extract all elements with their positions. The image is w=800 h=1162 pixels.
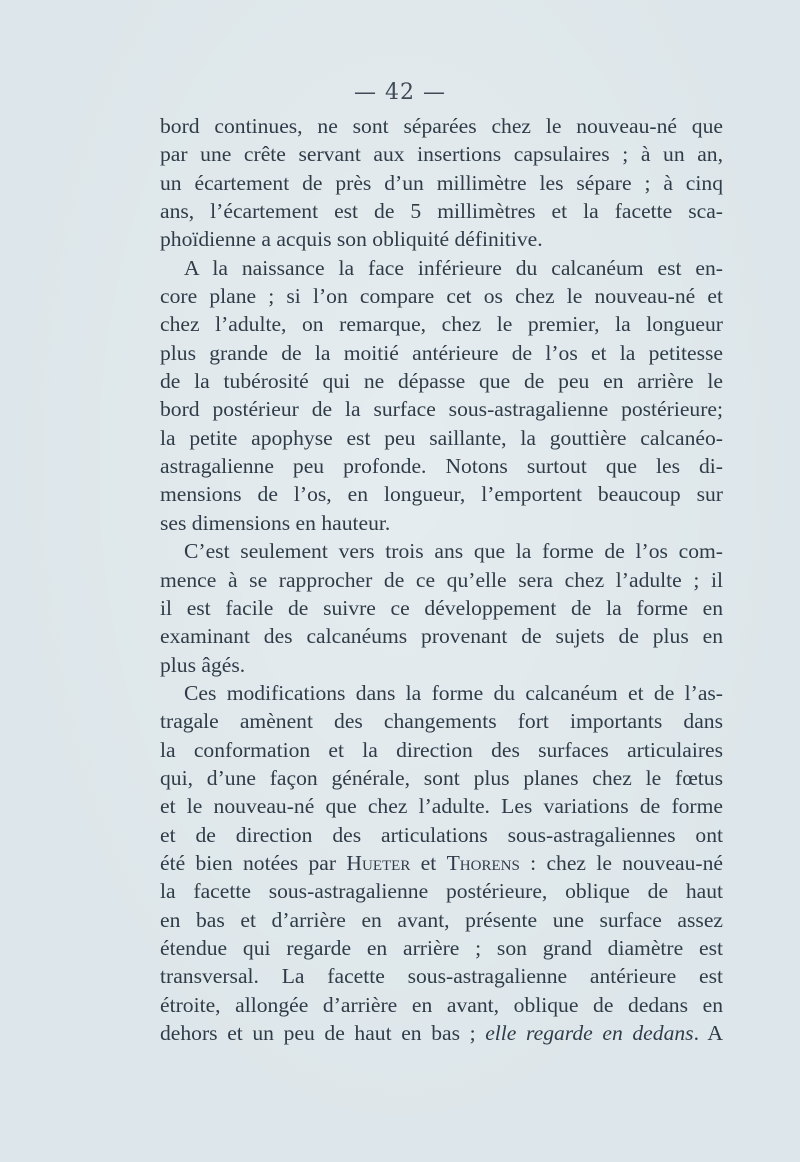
text-line: il est facile de suivre ce développement de la forme en (160, 595, 723, 620)
italic-phrase: elle regarde en dedans (485, 1021, 694, 1045)
text-line-authors (160, 849, 723, 877)
author-name: Thorens (446, 850, 520, 875)
text-line: bord postérieur de la surface sous-astragalienne postérieure; (160, 397, 723, 422)
text-line: plus grande de la moitié antérieure de l’os et la petitesse (160, 340, 723, 365)
text-line: et de direction des articulations sous-astragaliennes ont (160, 822, 723, 847)
text-line: phoïdienne a acquis son obliquité définitive. (160, 227, 543, 252)
text-line: transversal. La facette sous-astragalienne antérieure est (160, 964, 723, 989)
text-line: ses dimensions en hauteur. (160, 510, 391, 535)
text-line: plus âgés. (160, 652, 246, 677)
text-line: C’est seulement vers trois ans que la forme de l’os com- (184, 539, 723, 564)
text-line: ans, l’écartement est de 5 millimètres et la facette sca- (160, 199, 723, 224)
text-line: astragalienne peu profonde. Notons surtout que les di- (160, 454, 723, 479)
text-line: examinant des calcanéums provenant de sujets de plus en (160, 624, 723, 649)
text-line: mensions de l’os, en longueur, l’emportent beaucoup sur (160, 482, 723, 507)
text-line: chez l’adulte, on remarque, chez le premier, la longueur (160, 312, 723, 337)
text-line: et le nouveau-né que chez l’adulte. Les variations de forme (160, 794, 723, 819)
text-line: mence à se rapprocher de ce qu’elle sera chez l’adulte ; il (160, 567, 723, 592)
text-fragment: été bien notées par (160, 850, 347, 875)
text-line: core plane ; si l’on compare cet os chez le nouveau-né et (160, 284, 723, 309)
text-fragment: dehors et un peu de haut en bas ; (160, 1021, 486, 1045)
text-line: la facette sous-astragalienne postérieure, oblique de haut (160, 879, 723, 904)
text-line: la conformation et la direction des surfaces articulaires (160, 737, 723, 762)
author-name: Hueter (346, 850, 411, 875)
text-line: tragale amènent des changements fort importants dans (160, 709, 723, 734)
text-line-italic (160, 1019, 723, 1047)
text-line: Ces modifications dans la forme du calcanéum et de l’as- (184, 680, 723, 705)
text-fragment: . A (693, 1021, 723, 1045)
body-text (160, 112, 723, 1047)
text-line: A la naissance la face inférieure du calcanéum est en- (184, 255, 723, 280)
text-fragment: et (410, 850, 447, 875)
text-line: étroite, allongée d’arrière en avant, oblique de dedans en (160, 992, 723, 1017)
text-line: en bas et d’arrière en avant, présente une surface assez (160, 907, 723, 932)
page-number: — 42 — (354, 80, 446, 105)
text-fragment: : chez le nouveau-né (519, 850, 723, 875)
text-line: bord continues, ne sont séparées chez le nouveau-né que (160, 114, 723, 138)
text-line: la petite apophyse est peu saillante, la gouttière calcanéo- (160, 425, 723, 450)
text-line: par une crête servant aux insertions capsulaires ; à un an, (160, 142, 723, 167)
text-line: de la tubérosité qui ne dépasse que de peu en arrière le (160, 369, 723, 394)
text-line: un écartement de près d’un millimètre les sépare ; à cinq (160, 170, 723, 195)
text-line: étendue qui regarde en arrière ; son grand diamètre est (160, 935, 723, 960)
text-line: qui, d’une façon générale, sont plus planes chez le fœtus (160, 765, 723, 790)
